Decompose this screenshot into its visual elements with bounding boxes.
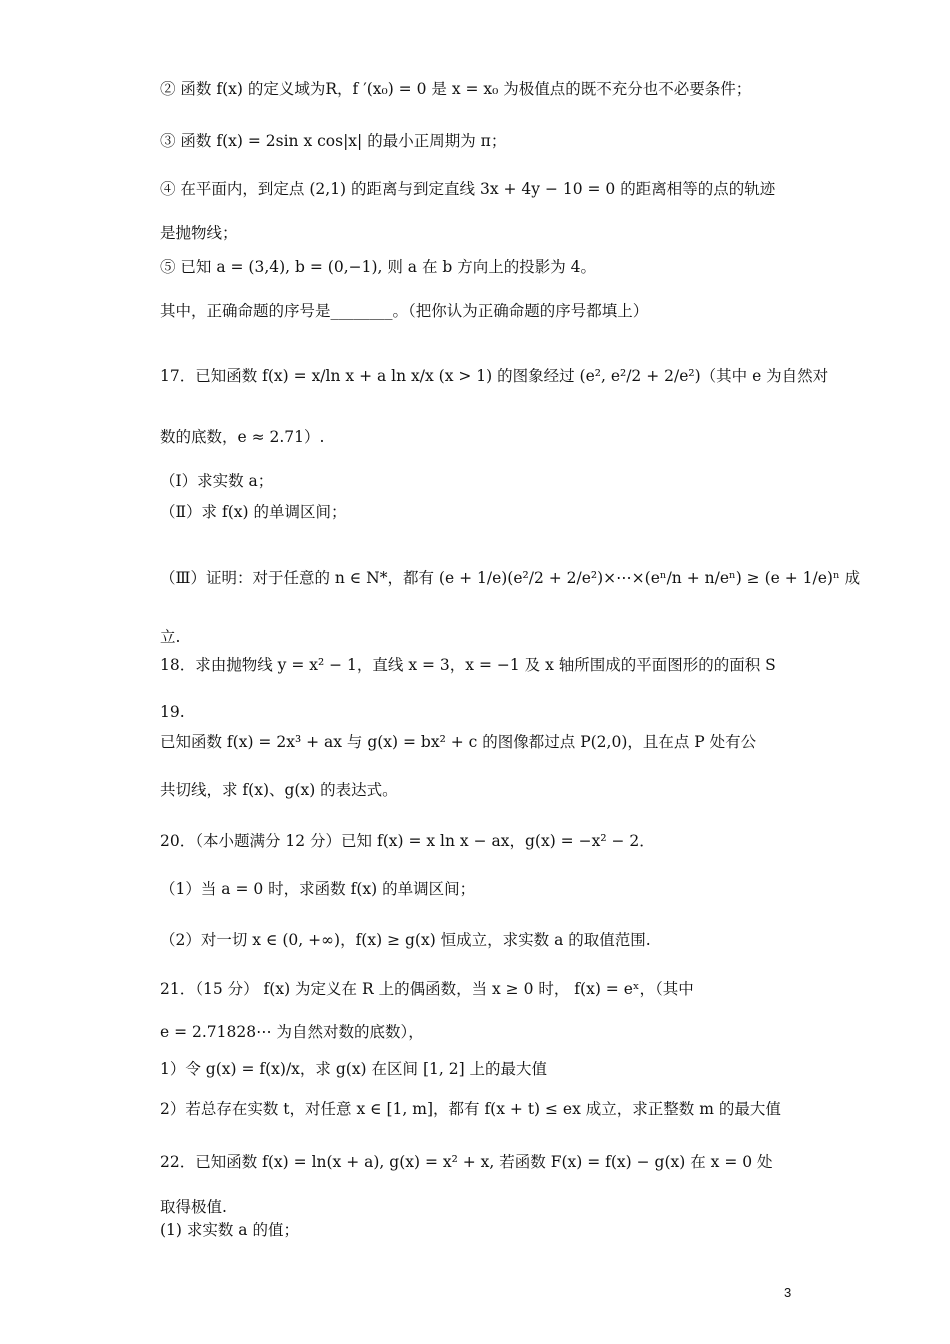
item-2: ② 函数 f(x) 的定义域为R，f ′(x₀) = 0 是 x = x₀ 为极值点的既不充分也不必要条件； xyxy=(160,80,752,98)
problem-20-part-1: （1）当 a = 0 时，求函数 f(x) 的单调区间； xyxy=(160,880,476,898)
problem-17: 17．已知函数 f(x) = x/ln x + a ln x/x (x > 1) 的图象经过 (e², e²/2 + 2/e²)（其中 e 为自然对 xyxy=(160,367,829,385)
item-4-cont: 是抛物线； xyxy=(160,224,238,242)
problem-19-number: 19. xyxy=(160,703,185,721)
problem-17-part-3-cont: 立. xyxy=(160,628,181,646)
problem-17-part-2: （Ⅱ）求 f(x) 的单调区间； xyxy=(160,503,347,521)
item-5: ⑤ 已知 a = (3,4), b = (0,−1), 则 a 在 b 方向上的投影为 4。 xyxy=(160,258,597,276)
blank-prompt: 其中，正确命题的序号是________。（把你认为正确命题的序号都填上） xyxy=(160,302,649,320)
problem-22-cont: 取得极值. xyxy=(160,1198,227,1216)
item-4: ④ 在平面内，到定点 (2,1) 的距离与到定直线 3x + 4y − 10 = 0 的距离相等的点的轨迹 xyxy=(160,180,776,198)
problem-17-part-1: （Ⅰ）求实数 a； xyxy=(160,472,274,490)
problem-22-part-1: (1) 求实数 a 的值； xyxy=(160,1221,299,1239)
problem-21-part-2: 2）若总存在实数 t，对任意 x ∈ [1, m]，都有 f(x + t) ≤ ex 成立，求正整数 m 的最大值 xyxy=(160,1100,781,1118)
problem-20: 20．（本小题满分 12 分）已知 f(x) = x ln x − ax，g(x) = −x² − 2． xyxy=(160,832,655,850)
problem-20-part-2: （2）对一切 x ∈ (0, +∞)，f(x) ≥ g(x) 恒成立，求实数 a 的取值范围. xyxy=(160,931,651,949)
item-3: ③ 函数 f(x) = 2sin x cos|x| 的最小正周期为 π； xyxy=(160,132,507,150)
problem-17-cont: 数的底数，e ≈ 2.71）. xyxy=(160,428,325,446)
page-number: 3 xyxy=(784,1285,792,1300)
problem-21-part-1: 1）令 g(x) = f(x)/x，求 g(x) 在区间 [1, 2] 上的最大值 xyxy=(160,1060,548,1078)
problem-22: 22．已知函数 f(x) = ln(x + a), g(x) = x² + x, 若函数 F(x) = f(x) − g(x) 在 x = 0 处 xyxy=(160,1153,773,1171)
problem-18: 18．求由抛物线 y = x² − 1，直线 x = 3，x = −1 及 x 轴所围成的平面图形的的面积 S xyxy=(160,656,776,674)
problem-19: 已知函数 f(x) = 2x³ + ax 与 g(x) = bx² + c 的图像都过点 P(2,0)，且在点 P 处有公 xyxy=(160,733,757,751)
problem-21-cont: e = 2.71828⋯ 为自然对数的底数）， xyxy=(160,1023,424,1041)
problem-17-part-3: （Ⅲ）证明：对于任意的 n ∈ N*，都有 (e + 1/e)(e²/2 + 2/e²)×⋯×(eⁿ/n + n/eⁿ) ≥ (e + 1/e)ⁿ 成 xyxy=(160,569,861,587)
problem-21: 21．（15 分） f(x) 为定义在 R 上的偶函数，当 x ≥ 0 时， f(x) = eˣ，（其中 xyxy=(160,980,694,998)
problem-19-cont: 共切线，求 f(x)、g(x) 的表达式。 xyxy=(160,781,398,799)
